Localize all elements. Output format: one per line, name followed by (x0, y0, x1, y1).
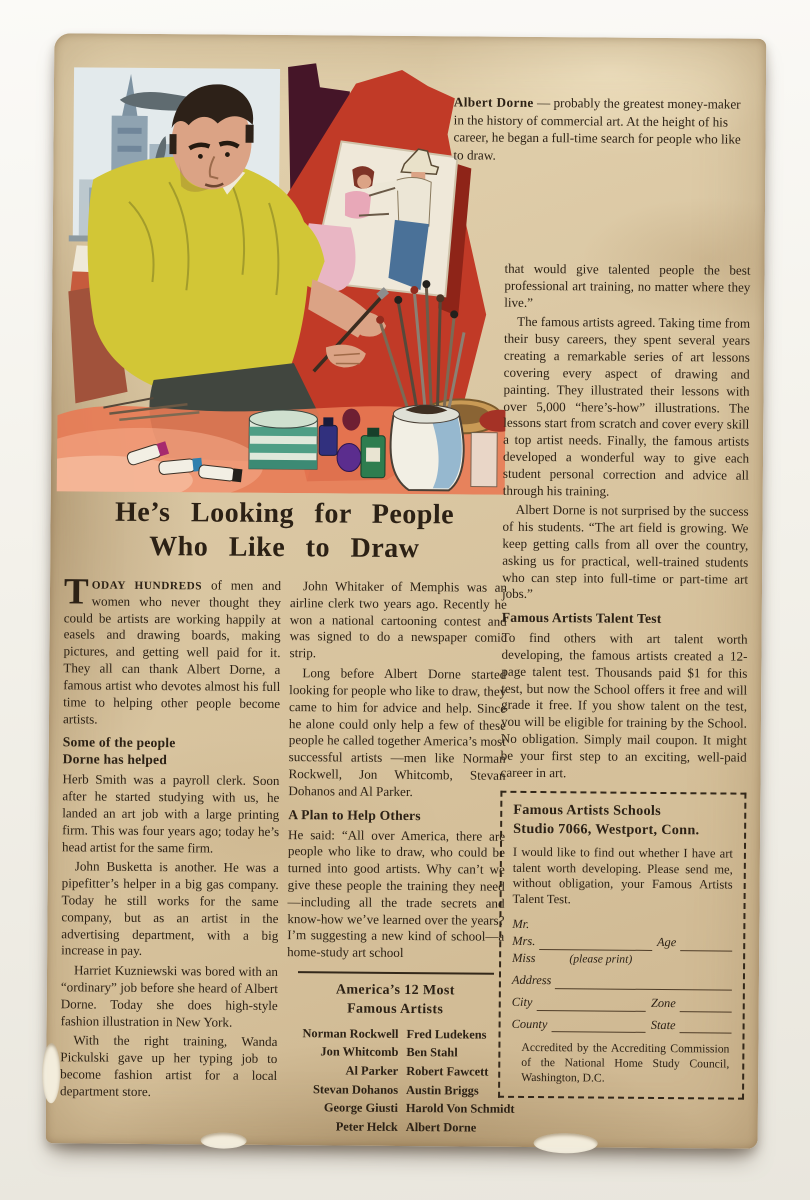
field-label-mrs: Mrs. (512, 933, 536, 948)
intro-caps: ODAY HUNDREDS (91, 579, 203, 593)
mail-in-coupon (498, 790, 746, 1100)
comic-back-cover (46, 33, 767, 1149)
zone-field-line (680, 998, 732, 1012)
caption (453, 93, 748, 165)
caption-body: — probably the greatest money-maker in the history of commercial art. At the height of his career, he began a full-time search for people who like to draw. (453, 94, 741, 163)
right-column (498, 261, 751, 1100)
paragraph: Albert Dorne is not surprised by the success of his students. “The art field is growing. We keep getting calls from all over the country, asking us for practical, well-trained students who can step into full-time or part-time art jobs.” (501, 502, 749, 602)
artist-name: Albert Dorne (405, 1119, 477, 1135)
famous-artists-list (286, 1024, 515, 1137)
field-label-county: County (511, 1016, 548, 1031)
artist-name: George Giusti (323, 1100, 398, 1116)
dropcap: T (63, 571, 89, 613)
accreditation-note: Accredited by the Accrediting Commission of the National Home Study Council, Washington, D.C. (521, 1041, 730, 1085)
artist-name: Peter Helck (335, 1119, 398, 1134)
shirt (86, 156, 309, 395)
intro-paragraph (62, 571, 282, 729)
famous-artists-title: America’s 12 Most Famous Artists (335, 982, 455, 1018)
caption-lead: Albert Dorne (453, 94, 534, 110)
green-tin (249, 410, 317, 470)
city-field-line (536, 997, 646, 1012)
artist-name: Ben Stahl (406, 1045, 458, 1060)
paragraph: To find others with art talent worth developing, the famous artists created a 12-page talent test. Thousands paid $1 for this test, but now the School offers it free and will grade it free. If you show talent on the test, you will be eligible for training by the School. No obligation. Simply mail coupon. It might be your first step to an exciting, well-paid career in art. (500, 629, 748, 780)
left-column (60, 571, 282, 1104)
field-label-city: City (511, 994, 533, 1009)
paper-chip (534, 1133, 598, 1154)
paper-chip (201, 1132, 247, 1148)
paragraph: Herb Smith was a payroll clerk. Soon after he started studying with us, he landed an art job with a large printing firm. This was four years ago; today he’s head artist for the same firm. (61, 771, 280, 856)
artist-name: Norman Rockwell (302, 1026, 399, 1041)
field-label-state: State (650, 1017, 676, 1032)
paragraph: With the right training, Wanda Pickulski gave up her typing job to become fashion artist for a local department store. (60, 1032, 278, 1099)
coupon-school-address: Studio 7066, Westport, Conn. (513, 820, 700, 839)
field-label-zone: Zone (650, 995, 676, 1010)
artist-name: Harold Von Schmidt (405, 1101, 515, 1117)
name-field-line (539, 936, 652, 951)
artist-name: Austin Briggs (406, 1082, 479, 1098)
field-label-mr: Mr. (512, 916, 530, 931)
water-glass (471, 433, 497, 487)
age-field-line (680, 937, 732, 951)
artist-name: Robert Fawcett (406, 1064, 489, 1079)
coupon-school-name: Famous Artists Schools (513, 801, 662, 819)
paragraph: John Busketta is another. He was a pipefitter’s helper in a big gas company. Today he still works for the same company, but as an artist in the advertising department, with a big increase in pay. (61, 858, 279, 959)
address-field-line (555, 975, 732, 990)
headline (66, 495, 503, 567)
coupon-body: I would like to find out whether I have art talent worth developing. Please send me, without obligation, your Famous Artists Talent Test. (512, 844, 734, 907)
please-print-hint: (please print) (569, 952, 633, 966)
paragraph: Long before Albert Dorne started looking for people who like to draw, they came to him for advice and help. Since he alone could only help a few of these people he called together America’s most successful artists —men like Norman Rockwell, Jon Whitcomb, Stevan Dohanos and Al Parker. (288, 665, 507, 799)
middle-column (286, 578, 515, 1137)
intro-rest: of men and women who never thought they could be artists are working happily at easels and drawing boards, making pictures, and getting well paid for it. They all can thank Albert Dorne, a famous artist who devotes almost his full time to helping other people become artists. (62, 577, 282, 727)
headline-line1: He’s Looking for People (114, 496, 455, 531)
paragraph: He said: “All over America, there are people who like to draw, who could be turned into good artists. Why can’t we give these people the training they need—including all the trade secrets and know-how we’ve learned over the years? I’m suggesting a new kind of school—a home-study art school (287, 826, 506, 961)
state-field-line (680, 1020, 732, 1034)
paragraph: The famous artists agreed. Taking time from their busy careers, they spent several years creating a remarkable series of art lessons covering every aspect of drawing and painting. They illustrated their lessons with over 5,000 “here’s-how” illustrations. The lessons start from scratch and cover every skill a top artist needs. Finally, the famous artists developed a wonderful way to give each student personal correction and advice all through his training. (502, 314, 751, 499)
paragraph: Harriet Kuzniewski was bored with an “ordinary” job before she heard of Albert Dorne. Today she does high-style fashion illustration in New York. (60, 962, 279, 1030)
field-label-address: Address (511, 972, 552, 987)
subhead-talent-test: Famous Artists Talent Test (501, 610, 662, 627)
headline-line2: Who Like to Draw (149, 531, 420, 565)
artist-name: Stevan Dohanos (312, 1081, 399, 1097)
artist-name: Al Parker (345, 1063, 399, 1079)
subhead-people-helped: Some of the people Dorne has helped (62, 734, 176, 768)
subhead-plan: A Plan to Help Others (288, 806, 421, 823)
paragraph: John Whitaker of Memphis was an airline clerk two years ago. Recently he won a national cartooning contest and was signed to do a newspaper comic strip. (289, 578, 508, 661)
county-field-line (551, 1019, 646, 1034)
paper-chip (42, 1043, 60, 1103)
cover-illustration (57, 61, 508, 495)
field-label-age: Age (656, 934, 677, 949)
artist-name: Jon Whitcomb (320, 1044, 399, 1060)
paragraph: that would give talented people the best professional art training, no matter where they live.” (504, 260, 751, 310)
artist-name: Fred Ludekens (406, 1026, 487, 1042)
field-label-miss: Miss (512, 950, 536, 965)
divider-rule (297, 971, 493, 975)
